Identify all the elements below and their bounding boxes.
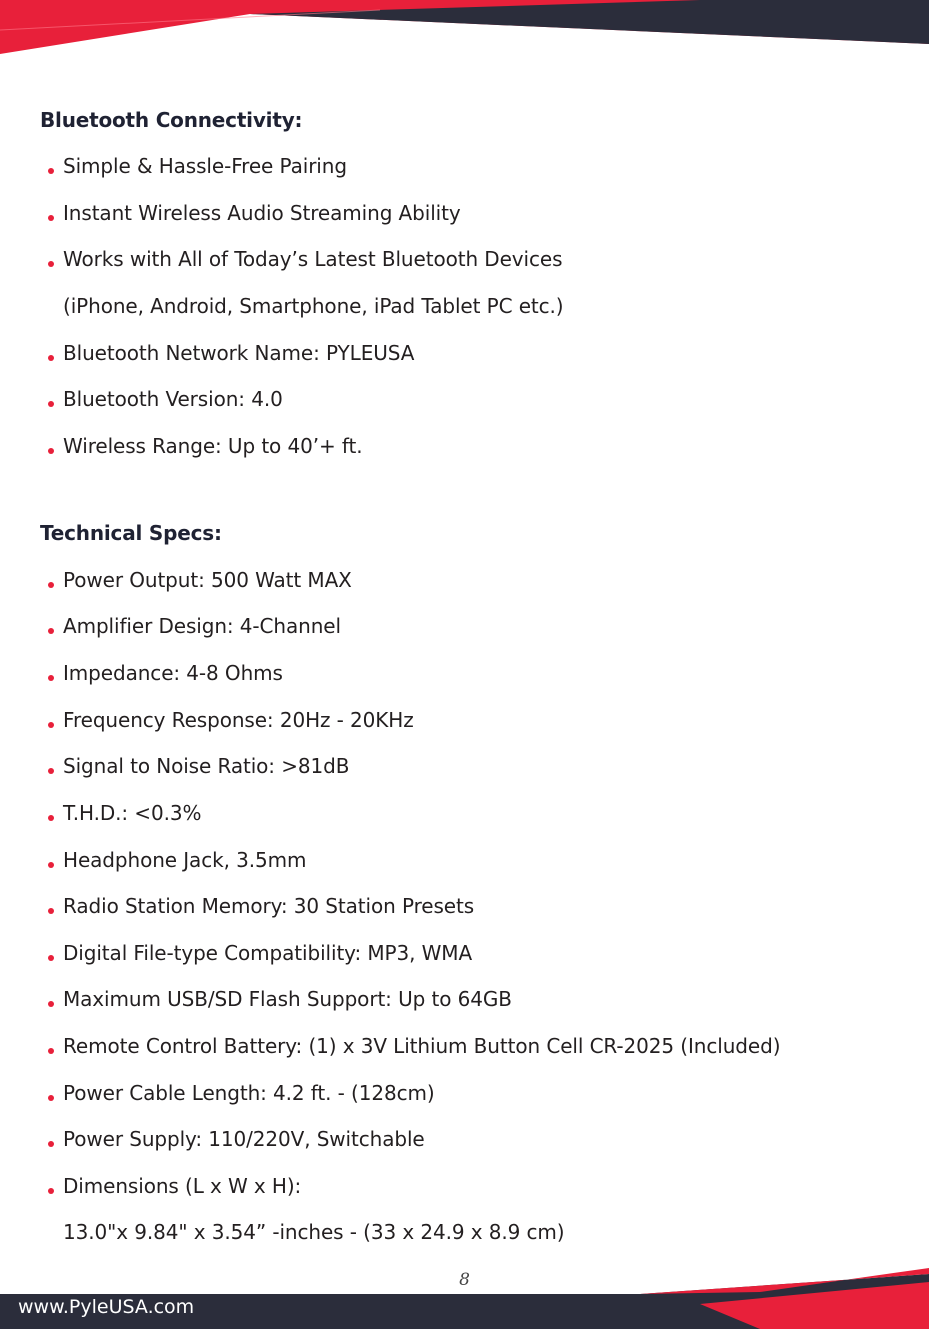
bullet-dot	[48, 675, 54, 681]
bullet-dot	[48, 1001, 54, 1007]
bullet-dot	[48, 215, 54, 221]
list-item: Bluetooth Network Name: PYLEUSA	[63, 341, 415, 365]
list-item-continuation: (iPhone, Android, Smartphone, iPad Tablet PC etc.)	[63, 294, 564, 318]
bullet-dot	[48, 955, 54, 961]
list-item: Signal to Noise Ratio: >81dB	[63, 754, 350, 778]
website-link[interactable]: www.PyleUSA.com	[18, 1296, 195, 1318]
list-item-continuation: 13.0"x 9.84" x 3.54” -inches - (33 x 24.9 x 8.9 cm)	[63, 1220, 565, 1244]
bullet-dot	[48, 448, 54, 454]
list-item: Dimensions (L x W x H):	[63, 1174, 302, 1198]
list-item: Simple & Hassle-Free Pairing	[63, 154, 347, 178]
list-item: Remote Control Battery: (1) x 3V Lithium Button Cell CR-2025 (Included)	[63, 1034, 781, 1058]
bluetooth-heading: Bluetooth Connectivity:	[40, 108, 303, 132]
list-item: Digital File-type Compatibility: MP3, WMA	[63, 941, 473, 965]
list-item: Instant Wireless Audio Streaming Ability	[63, 201, 461, 225]
bullet-dot	[48, 908, 54, 914]
list-item: Power Output: 500 Watt MAX	[63, 568, 352, 592]
bullet-dot	[48, 401, 54, 407]
bullet-dot	[48, 862, 54, 868]
bullet-dot	[48, 1048, 54, 1054]
list-item: Maximum USB/SD Flash Support: Up to 64GB	[63, 987, 512, 1011]
list-item: Bluetooth Version: 4.0	[63, 387, 283, 411]
bullet-dot	[48, 722, 54, 728]
list-item: Power Cable Length: 4.2 ft. - (128cm)	[63, 1081, 435, 1105]
technical-specs-heading: Technical Specs:	[40, 521, 222, 545]
bullet-dot	[48, 168, 54, 174]
list-item: Amplifier Design: 4-Channel	[63, 614, 341, 638]
bullet-dot	[48, 1095, 54, 1101]
list-item: Wireless Range: Up to 40’+ ft.	[63, 434, 363, 458]
bullet-dot	[48, 1141, 54, 1147]
list-item: Power Supply: 110/220V, Switchable	[63, 1127, 425, 1151]
list-item: Impedance: 4-8 Ohms	[63, 661, 283, 685]
list-item: Works with All of Today’s Latest Bluetooth Devices	[63, 247, 563, 271]
list-item: Frequency Response: 20Hz - 20KHz	[63, 708, 414, 732]
bullet-dot	[48, 582, 54, 588]
list-item: T.H.D.: <0.3%	[63, 801, 202, 825]
bullet-dot	[48, 768, 54, 774]
bullet-dot	[48, 261, 54, 267]
bullet-dot	[48, 628, 54, 634]
bullet-dot	[48, 355, 54, 361]
list-item: Radio Station Memory: 30 Station Presets	[63, 894, 475, 918]
page-number: 8	[459, 1270, 470, 1290]
list-item: Headphone Jack, 3.5mm	[63, 848, 307, 872]
bullet-dot	[48, 815, 54, 821]
header-banner	[0, 0, 929, 58]
bullet-dot	[48, 1188, 54, 1194]
